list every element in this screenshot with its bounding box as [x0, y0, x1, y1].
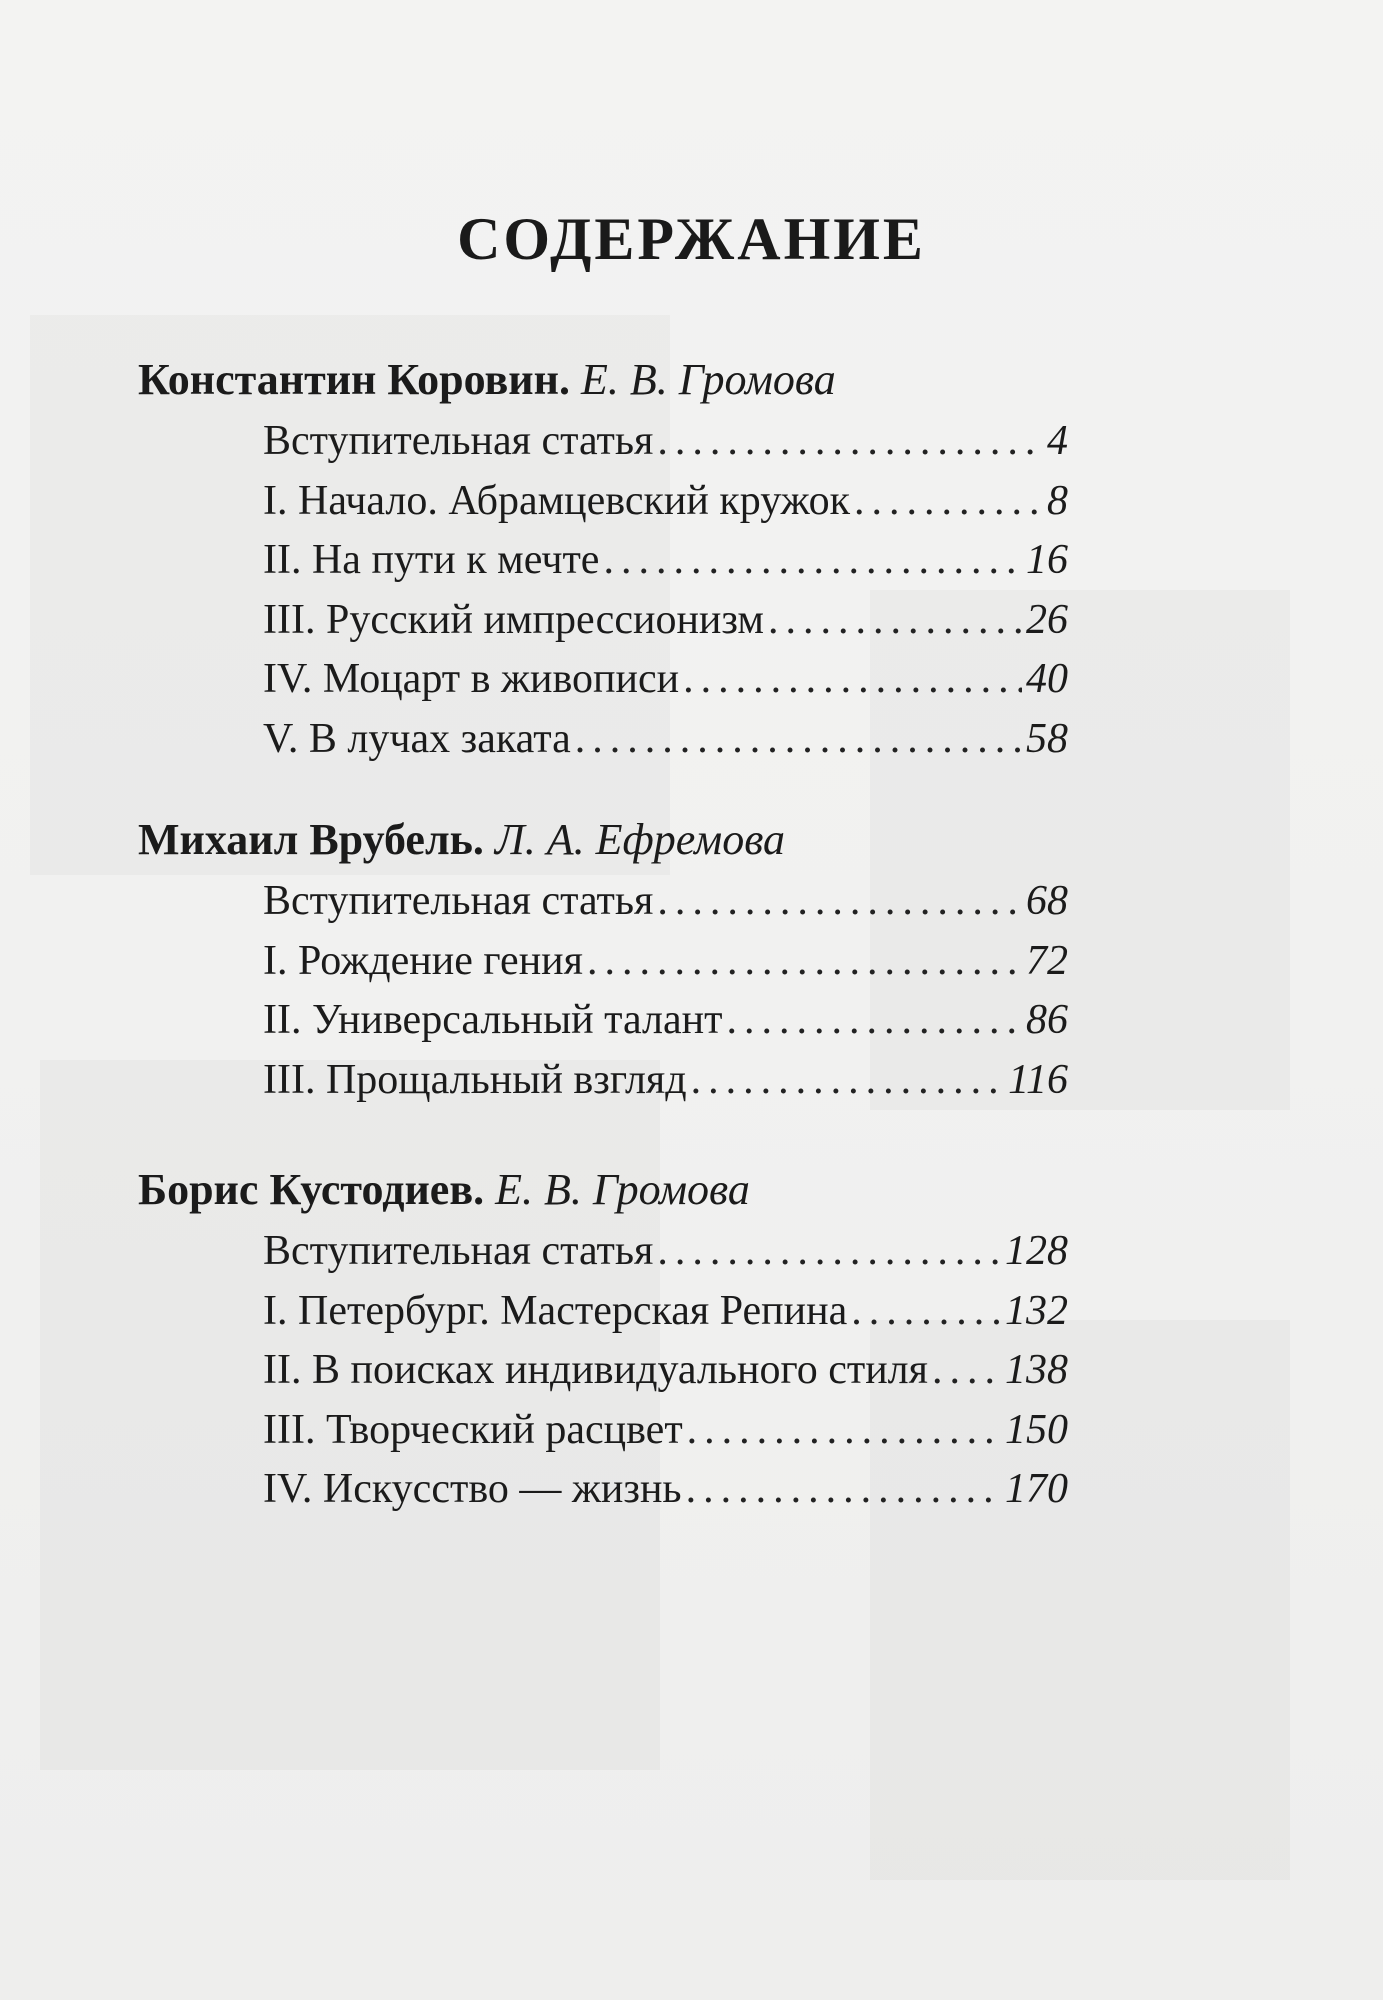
dot-leader — [657, 1222, 1001, 1282]
dot-leader — [768, 591, 1022, 651]
entry-title: IV. Моцарт в живописи — [263, 656, 680, 702]
toc-section — [138, 1162, 1068, 1520]
toc-entry-list — [263, 412, 1068, 769]
dot-leader — [854, 472, 1043, 532]
dot-leader — [575, 710, 1022, 770]
entry-page-number: 128 — [1005, 1228, 1068, 1274]
toc-entry[interactable] — [263, 1460, 1068, 1520]
entry-title: II. Универсальный талант — [263, 997, 723, 1043]
entry-title: I. Рождение гения — [263, 937, 583, 984]
toc-entry[interactable] — [263, 531, 1068, 591]
entry-page-number: 72 — [1026, 937, 1068, 984]
toc-entry[interactable] — [263, 710, 1068, 770]
entry-title: III. Русский импрессионизм — [263, 596, 764, 643]
section-author: Михаил Врубель. — [138, 815, 484, 864]
toc-entry[interactable] — [263, 991, 1068, 1051]
dot-leader — [851, 1282, 1001, 1342]
toc-entry[interactable] — [263, 1282, 1068, 1342]
entry-page-number: 170 — [1005, 1466, 1068, 1512]
entry-page-number: 26 — [1026, 596, 1068, 643]
entry-page-number: 86 — [1026, 997, 1068, 1043]
dot-leader — [691, 1051, 1005, 1111]
entry-title: I. Петербург. Мастерская Репина — [263, 1287, 848, 1334]
toc-section — [138, 812, 1068, 1110]
section-editor: Е. В. Громова — [495, 1165, 750, 1214]
section-author: Борис Кустодиев. — [138, 1165, 485, 1214]
entry-page-number: 58 — [1026, 715, 1068, 762]
entry-title: Вступительная статья — [263, 878, 654, 924]
toc-entry[interactable] — [263, 1222, 1068, 1282]
toc-entry[interactable] — [263, 1051, 1068, 1111]
entry-page-number: 116 — [1008, 1056, 1068, 1103]
dot-leader — [687, 1401, 1001, 1461]
section-header — [138, 352, 1068, 408]
toc-entry[interactable] — [263, 1401, 1068, 1461]
dot-leader — [603, 531, 1022, 591]
dot-leader — [587, 932, 1022, 992]
entry-page-number: 16 — [1026, 537, 1068, 583]
dot-leader — [683, 650, 1022, 710]
dot-leader — [726, 991, 1022, 1051]
section-editor: Л. А. Ефремова — [494, 815, 786, 864]
section-editor: Е. В. Громова — [580, 355, 836, 404]
dot-leader — [657, 872, 1022, 932]
entry-title: Вступительная статья — [263, 418, 654, 464]
page-title: СОДЕРЖАНИЕ — [457, 206, 926, 272]
entry-title: III. Творческий расцвет — [263, 1406, 683, 1453]
toc-entry[interactable] — [263, 412, 1068, 472]
entry-title: I. Начало. Абрамцевский кружок — [263, 477, 851, 524]
section-header — [138, 1162, 1068, 1218]
toc-entry-list — [263, 872, 1068, 1110]
toc-section — [138, 352, 1068, 769]
entry-page-number: 132 — [1005, 1287, 1068, 1334]
entry-page-number: 4 — [1047, 418, 1068, 464]
entry-title: II. В поисках индивидуального стиля — [263, 1347, 928, 1393]
entry-title: III. Прощальный взгляд — [263, 1056, 687, 1103]
toc-entry[interactable] — [263, 932, 1068, 992]
toc-entry[interactable] — [263, 1341, 1068, 1401]
toc-entry[interactable] — [263, 472, 1068, 532]
entry-title: Вступительная статья — [263, 1228, 654, 1274]
section-header — [138, 812, 1068, 868]
dot-leader — [932, 1341, 1001, 1401]
entry-title: IV. Искусство — жизнь — [263, 1466, 682, 1512]
entry-page-number: 138 — [1005, 1347, 1068, 1393]
entry-title: II. На пути к мечте — [263, 537, 600, 583]
toc-entry[interactable] — [263, 650, 1068, 710]
dot-leader — [657, 412, 1043, 472]
entry-page-number: 150 — [1005, 1406, 1068, 1453]
entry-page-number: 68 — [1026, 878, 1068, 924]
toc-entry[interactable] — [263, 872, 1068, 932]
toc-entry-list — [263, 1222, 1068, 1520]
entry-page-number: 40 — [1026, 656, 1068, 702]
entry-title: V. В лучах заката — [263, 715, 571, 762]
toc-entry[interactable] — [263, 591, 1068, 651]
entry-page-number: 8 — [1047, 477, 1068, 524]
section-author: Константин Коровин. — [138, 355, 570, 404]
dot-leader — [686, 1460, 1001, 1520]
